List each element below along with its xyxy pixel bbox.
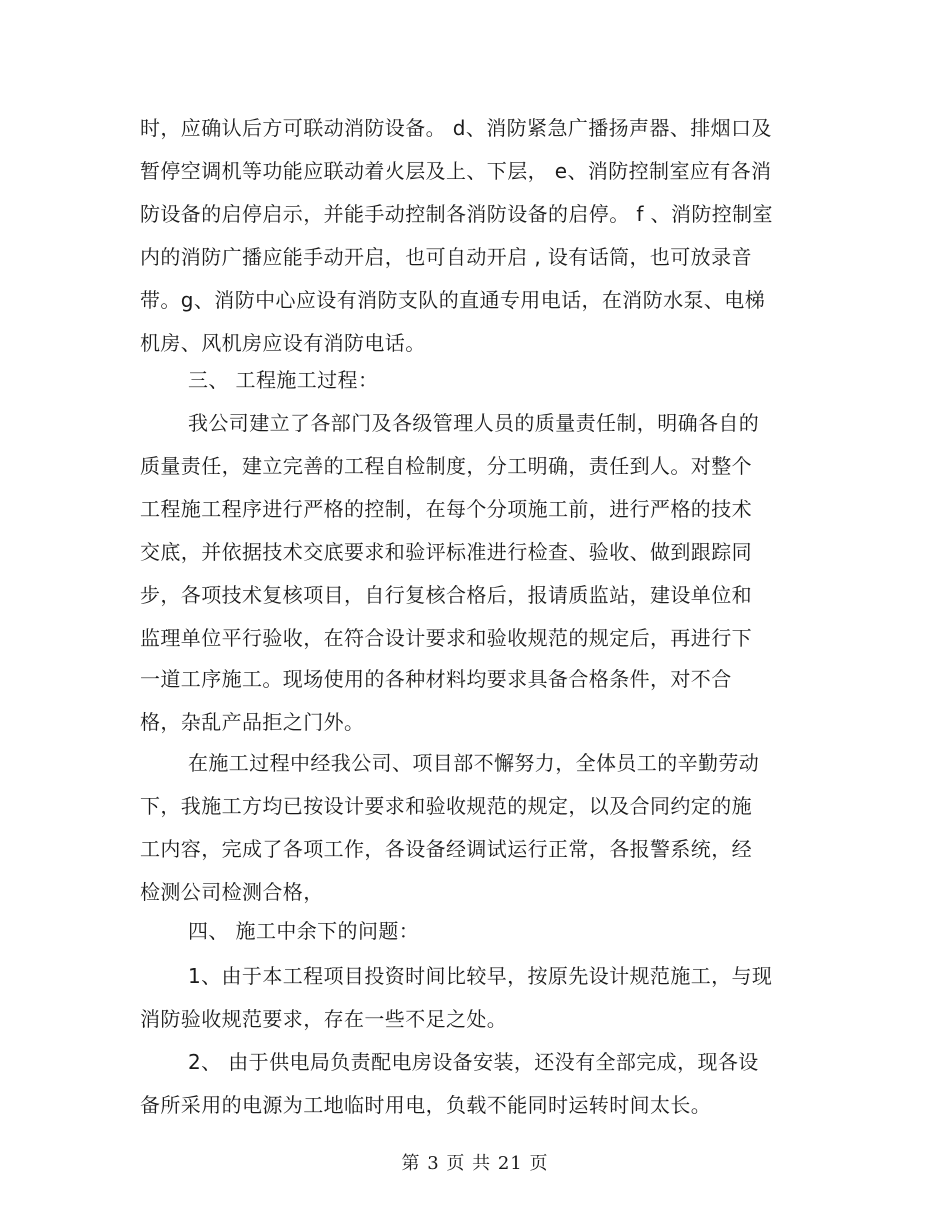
- text-line: 备所采用的电源为工地临时用电，负载不能同时运转时间太长。: [140, 1093, 712, 1117]
- page-number: 第 3 页 共 21 页: [401, 1153, 549, 1174]
- text-line: 检测公司检测合格，: [140, 880, 324, 904]
- text-line: 步，各项技术复核项目，自行复核合格后，报请质监站，建设单位和: [140, 583, 752, 607]
- text-line: 内的消防广播应能手动开启，也可自动开启 , 设有话筒，也可放录音: [140, 245, 752, 269]
- text-line: 带。g、消防中心应设有消防支队的直通专用电话，在消防水泵、电梯: [140, 288, 766, 312]
- text-line: 2、 由于供电局负责配电房设备安装，还没有全部完成，现各设: [188, 1050, 759, 1074]
- text-line: 防设备的启停启示，并能手动控制各消防设备的启停。 f 、消防控制室: [140, 202, 773, 226]
- text-line: 1、由于本工程项目投资时间比较早，按原先设计规范施工，与现: [188, 964, 773, 988]
- text-line: 时，应确认后方可联动消防设备。 d、消防紧急广播扬声器、排烟口及: [140, 116, 772, 140]
- text-line: 一道工序施工。现场使用的各种材料均要求具备合格条件，对不合: [140, 667, 732, 691]
- text-line: 消防验收规范要求，存在一些不足之处。: [140, 1007, 508, 1031]
- text-line: 暂停空调机等功能应联动着火层及上、下层， e、消防控制室应有各消: [140, 159, 772, 183]
- text-line: 下，我施工方均已按设计要求和验收规范的规定，以及合同约定的施: [140, 794, 752, 818]
- text-line: 质量责任，建立完善的工程自检制度，分工明确，责任到人。对整个: [140, 454, 752, 478]
- section-heading: 三、 工程施工过程：: [188, 368, 379, 392]
- text-line: 在施工过程中经我公司、项目部不懈努力，全体员工的辛勤劳动: [188, 751, 760, 775]
- text-line: 格，杂乱产品拒之门外。: [140, 710, 365, 734]
- text-line: 工程施工程序进行严格的控制，在每个分项施工前，进行严格的技术: [140, 497, 752, 521]
- text-line: 监理单位平行验收，在符合设计要求和验收规范的规定后，再进行下: [140, 626, 752, 650]
- text-line: 工内容，完成了各项工作，各设备经调试运行正常，各报警系统，经: [140, 837, 752, 861]
- text-line: 我公司建立了各部门及各级管理人员的质量责任制，明确各自的: [188, 411, 760, 435]
- text-line: 机房、风机房应设有消防电话。: [140, 331, 426, 355]
- section-heading: 四、 施工中余下的问题：: [188, 919, 420, 943]
- text-line: 交底，并依据技术交底要求和验评标准进行检查、验收、做到跟踪同: [140, 540, 752, 564]
